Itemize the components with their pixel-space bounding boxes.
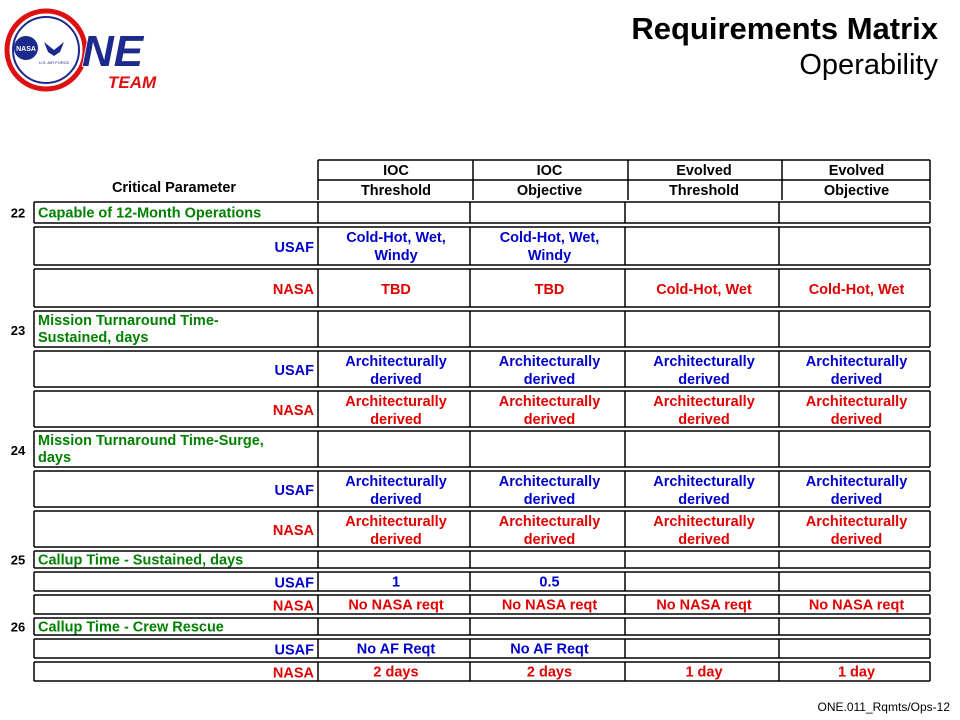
- column-header-line1: IOC: [536, 163, 563, 179]
- cell-value: derived: [830, 372, 883, 388]
- cell-value: derived: [523, 372, 576, 388]
- cell-value: No NASA reqt: [808, 597, 905, 614]
- parameter-label: Mission Turnaround Time-: [38, 313, 219, 329]
- logo-team-text: TEAM: [108, 73, 157, 92]
- cell-value: Cold-Hot, Wet: [808, 282, 905, 298]
- parameter-number: 26: [10, 619, 26, 635]
- cell-value: No AF Reqt: [356, 641, 436, 658]
- parameter-number: 24: [10, 443, 26, 458]
- air-force-logo-text: U.S. AIR FORCE: [38, 60, 70, 65]
- cell-value: Windy: [527, 248, 572, 264]
- parameter-label: Mission Turnaround Time-Surge,: [38, 433, 264, 449]
- cell-value: 1 day: [685, 664, 723, 681]
- cell-value: Architecturally: [345, 394, 447, 410]
- agency-label-usaf: USAF: [274, 240, 314, 256]
- page-title: Requirements Matrix: [631, 11, 938, 46]
- cell-value: Architecturally: [653, 474, 755, 490]
- cell-value: Architecturally: [805, 514, 908, 530]
- cell-value: Architecturally: [805, 354, 908, 370]
- cell-value: Architecturally: [498, 394, 601, 410]
- agency-label-usaf: USAF: [274, 483, 314, 499]
- cell-value: derived: [523, 412, 576, 428]
- parameter-number: 23: [10, 323, 26, 338]
- cell-value: derived: [830, 492, 883, 508]
- parameter-label: Callup Time - Sustained, days: [38, 552, 244, 569]
- column-header-line2: Threshold: [360, 183, 432, 199]
- parameter-label: days: [38, 450, 72, 466]
- agency-label-nasa: NASA: [272, 282, 314, 298]
- cell-value: Architecturally: [653, 394, 755, 410]
- cell-value: Architecturally: [498, 354, 601, 370]
- column-header-line2: Objective: [516, 183, 583, 199]
- one-team-logo: [2, 4, 182, 96]
- cell-value: Architecturally: [345, 514, 447, 530]
- cell-value: No NASA reqt: [501, 597, 598, 614]
- cell-value: derived: [678, 492, 730, 508]
- cell-value: derived: [830, 412, 883, 428]
- page-subtitle: Operability: [799, 49, 938, 81]
- column-header-line1: IOC: [383, 163, 409, 179]
- footer-code: ONE.011_Rqmts/Ops-12: [817, 700, 950, 714]
- cell-value: derived: [523, 532, 576, 548]
- logo-big-letters: NE: [82, 27, 144, 76]
- cell-value: 1: [391, 574, 401, 591]
- cell-value: derived: [830, 532, 883, 548]
- cell-value: 1 day: [837, 664, 876, 681]
- agency-label-nasa: NASA: [272, 665, 314, 682]
- cell-value: derived: [523, 492, 576, 508]
- cell-value: Windy: [374, 248, 418, 264]
- cell-value: Cold-Hot, Wet,: [499, 230, 600, 246]
- cell-value: 0.5: [539, 574, 560, 591]
- cell-value: derived: [370, 532, 422, 548]
- cell-value: Architecturally: [653, 354, 755, 370]
- title-block: [631, 10, 938, 82]
- cell-value: TBD: [534, 282, 565, 298]
- cell-value: Architecturally: [345, 474, 447, 490]
- cell-value: Architecturally: [805, 394, 908, 410]
- cell-value: 2 days: [373, 664, 419, 681]
- agency-label-nasa: NASA: [272, 403, 314, 419]
- cell-value: TBD: [381, 282, 411, 298]
- cell-value: derived: [370, 412, 422, 428]
- column-header-line1: Evolved: [676, 163, 732, 179]
- column-header-line1: Evolved: [828, 163, 885, 179]
- agency-label-usaf: USAF: [274, 363, 314, 379]
- cell-value: 2 days: [526, 664, 573, 681]
- agency-label-usaf: USAF: [274, 575, 314, 592]
- cell-value: Architecturally: [653, 514, 755, 530]
- cell-value: derived: [370, 492, 422, 508]
- cell-value: Architecturally: [498, 474, 601, 490]
- cell-value: Architecturally: [805, 474, 908, 490]
- column-header-line2: Threshold: [668, 183, 740, 199]
- cell-value: No NASA reqt: [348, 597, 444, 614]
- cell-value: derived: [678, 412, 730, 428]
- cell-value: Cold-Hot, Wet,: [346, 230, 446, 246]
- agency-label-nasa: NASA: [272, 523, 314, 539]
- nasa-logo-text: NASA: [16, 46, 36, 53]
- cell-value: derived: [678, 532, 730, 548]
- agency-label-nasa: NASA: [272, 598, 314, 615]
- cell-value: derived: [370, 372, 422, 388]
- cell-value: Architecturally: [345, 354, 447, 370]
- cell-value: derived: [678, 372, 730, 388]
- cell-value: Architecturally: [498, 514, 601, 530]
- parameter-number: 25: [10, 552, 26, 568]
- parameter-label: Callup Time - Crew Rescue: [38, 619, 224, 636]
- cell-value: No AF Reqt: [510, 641, 589, 658]
- requirements-matrix-table: [0, 159, 960, 682]
- parameter-label: Capable of 12-Month Operations: [38, 205, 262, 222]
- parameter-number: 22: [10, 205, 26, 221]
- cell-value: No NASA reqt: [656, 597, 752, 614]
- column-header-line2: Objective: [823, 183, 890, 199]
- agency-label-usaf: USAF: [274, 642, 314, 659]
- cell-value: Cold-Hot, Wet: [656, 282, 752, 298]
- air-force-wings-icon: [44, 42, 64, 56]
- critical-parameter-header: Critical Parameter: [111, 180, 237, 196]
- parameter-label: Sustained, days: [38, 330, 149, 346]
